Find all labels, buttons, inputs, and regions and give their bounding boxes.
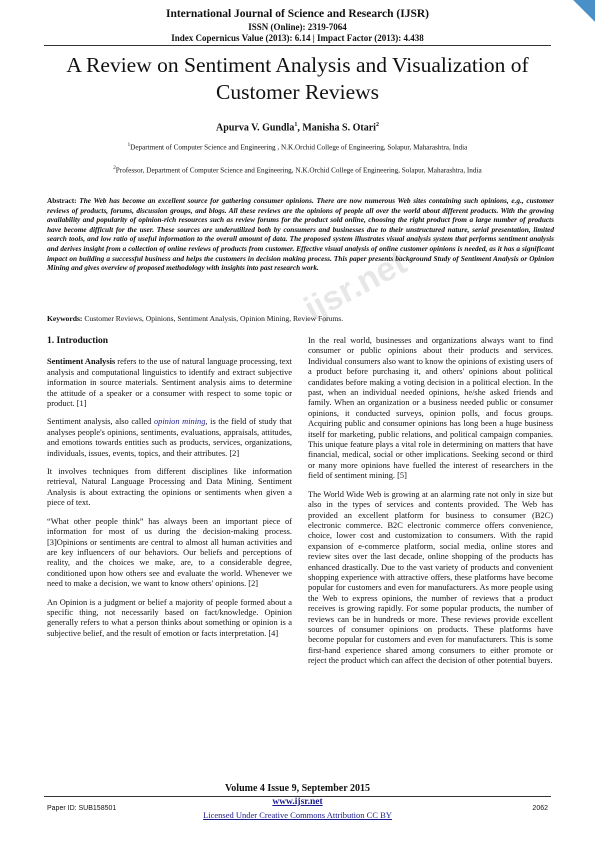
author-1-sup: 1 <box>294 122 298 128</box>
left-column <box>47 336 292 647</box>
paragraph-text: , is the field of study that analyses people's opinions, sentiments, evaluations, appraisals, attitudes, and emotions towards entities such as products, services, organizations, individuals, issues, events, topics, and their attributes. [2] <box>47 417 292 458</box>
paragraph-text: Sentiment analysis, also called <box>47 417 154 427</box>
author-sep: , <box>297 122 303 134</box>
author-2: Manisha S. Otari <box>302 122 376 134</box>
journal-url-link[interactable]: www.ijsr.net <box>272 797 323 807</box>
index-line: Index Copernicus Value (2013): 6.14 | Impact Factor (2013): 4.438 <box>171 33 424 43</box>
affiliation-1-text: Department of Computer Science and Engineering , N.K.Orchid College of Engineering, Solapur, Maharashtra, India <box>130 143 468 152</box>
page-number: 2062 <box>532 805 548 812</box>
watermark: ijsr.net <box>298 243 413 329</box>
affiliation-2-sup: 2 <box>113 166 116 171</box>
paper-id: Paper ID: SUB158501 <box>47 805 117 812</box>
paragraph: “What other people think” has always been an important piece of information for most of us during the decision-making process. [3]Opinions or sentiments are central to almost all human activities and are key influencers of our behaviors. Our beliefs and perceptions of reality, and the choices we make, are, to a considerable degree, conditioned upon how others see and evaluate the world. Whenever we need to make a decision, we want to know others' opinions. [2] <box>47 516 292 589</box>
authors <box>0 122 595 133</box>
abstract-text: The Web has become an excellent source for gathering consumer opinions. There are now numerous Web sites containing such opinions, e.g., customer reviews of products, forums, discussion groups, and blogs. All these reviews are the opinions of people all over the world about different products. With the growing availability and popularity of opinion-rich resources such as review forums for the product sold online, choosing the right product from a large number of products have become difficult for the user. These sources are underutilized both by consumers and businesses due to their unstructured nature, serial presentation, limited search tools, and low ratio of useful information to the overall amount of data. The proposed system illustrates visual analysis system that performs sentiment analysis and derives insight from a collection of online reviews of products from customer. Effective visual analysis of online customer opinions is needed, as it has a significant impact on building a successful business and helps the customers in decision making process. This paper presents background Study of Sentiment Analysis or Opinion Mining and gives overview of proposed methodology with insights into past research work. <box>47 196 554 273</box>
affiliation-2-text: Professor, Department of Computer Science and Engineering, N.K.Orchid College of Engineering, Solapur, Maharashtra, India <box>115 166 482 175</box>
opinion-mining-link[interactable]: opinion mining <box>153 417 206 427</box>
paragraph: In the real world, businesses and organizations always want to find consumer or public opinions about their products and services. Individual consumers also want to know the opinions of existing users of a product before purchasing it, and others' opinions about political candidates before making a voting decision in a political election. In the past, when an individual needed opinions, he/she asked friends and family. When an organization or a business needed public or consumer opinions, it conducted surveys, opinion polls, and focus groups. Acquiring public and consumer opinions has long been a huge business itself for marketing, public relations, and political campaign companies. This unique feature plays a vital role in determining on matters that have financial, medical, social or other implications. Seeking second or third or many more opinions have fuelled the interest of researchers in the field of sentiment mining. [5] <box>308 336 553 481</box>
paragraph <box>47 357 292 409</box>
journal-name: International Journal of Science and Research (IJSR) <box>165 8 429 20</box>
paper-title: A Review on Sentiment Analysis and Visualization of Customer Reviews <box>66 53 529 104</box>
license-link[interactable]: Licensed Under Creative Commons Attribution CC BY <box>203 810 392 820</box>
header-divider <box>44 45 551 46</box>
lead-term: Sentiment Analysis <box>47 357 116 367</box>
abstract-label: Abstract: <box>47 196 77 205</box>
paragraph: The World Wide Web is growing at an alarming rate not only in size but also in the types of services and contents provided. The Web has provided an excellent platform for business to consumer (B2C) electronic commerce. B2C electronic commerce offers convenience, choice, lower cost and customization to consumers. With the rapid expansion of e-commerce platform, social media, online stores and review sites over the last decade, online shopping of the products has enhanced drastically. Due to the vast variety of products and convenient shopping experience with attractive offers, these platforms have become popular for customers and even for manufacturers. As more people using the Web to express opinions, the number of reviews that a product receives is growing rapidly. For some popular products, the number of reviews can be in hundreds or more. These reviews provide excellent sources of consumer opinions on products. These platforms have become popular for customers and even for manufacturers. This is some first-hand experience shared among consumers to either promote or reject the product which can affect the decision of other potential buyers. <box>308 489 553 666</box>
paragraph: An Opinion is a judgment or belief a majority of people formed about a specific thing, not necessarily based on fact/knowledge. Opinion generally refers to what a person thinks about something or opinion is a subjective belief, and the result of emotion or facts interpretation. [4] <box>47 597 292 638</box>
affiliation-1-sup: 1 <box>127 143 131 148</box>
keywords-label: Keywords: <box>47 314 83 323</box>
page-curl-icon <box>573 0 595 22</box>
paragraph: It involves techniques from different disciplines like information retrieval, Natural Language Processing and Data Mining. Sentiment Analysis is about extracting the opinions or sentiments when given a piece of text. <box>47 467 292 508</box>
paragraph <box>47 417 292 459</box>
keywords <box>47 314 554 323</box>
author-2-sup: 2 <box>375 122 379 128</box>
abstract <box>47 196 554 273</box>
paragraph-text: refers to the use of natural language processing, text analysis and computational linguistics to identify and extract subjective information in source materials. Sentiment analysis aims to determine the attitude of a speaker or a consumer with respect to some topic or product. [1] <box>47 357 292 409</box>
footer-volume: Volume 4 Issue 9, September 2015 <box>224 783 370 794</box>
section-heading: 1. Introduction <box>47 336 109 346</box>
author-1: Apurva V. Gundla <box>216 122 295 134</box>
affiliation-1 <box>0 143 595 151</box>
right-column <box>308 336 553 675</box>
keywords-text: Customer Reviews, Opinions, Sentiment Analysis, Opinion Mining, Review Forums. <box>84 314 344 323</box>
issn: ISSN (Online): 2319-7064 <box>248 22 347 32</box>
affiliation-2 <box>0 166 595 174</box>
